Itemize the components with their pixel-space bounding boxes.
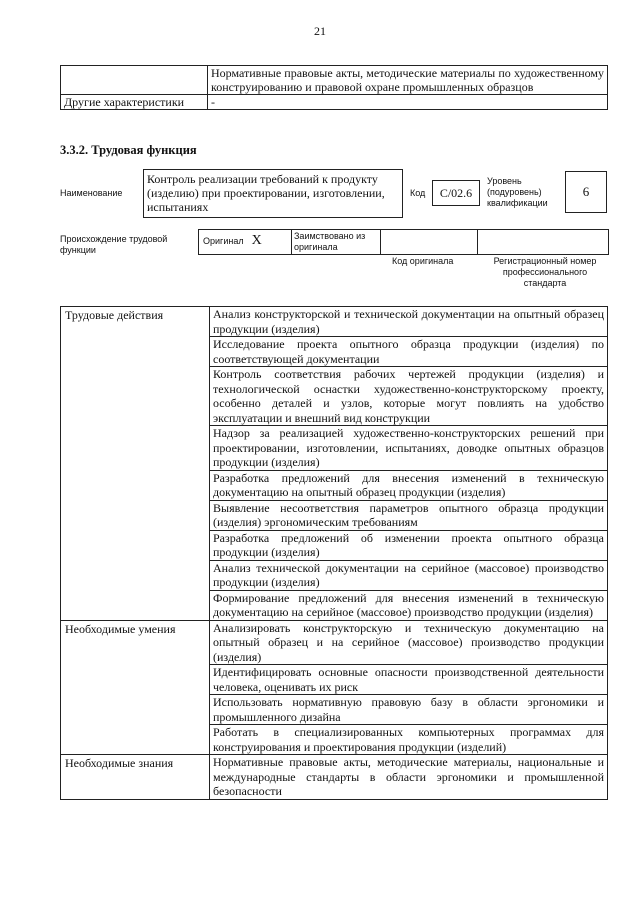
list-item: Анализировать конструкторскую и техническую документацию на опытный образец и на серийное (массовое) производство продукции (изделия) [210, 621, 607, 666]
other-characteristics-value: - [208, 95, 608, 110]
function-name: Контроль реализации требований к продукту (изделию) при проектировании, изготовлении, испытаниях [143, 169, 403, 218]
table-row [199, 230, 609, 255]
items-cell [210, 620, 608, 755]
code-original-label: Код оригинала [392, 256, 454, 266]
table-row-knowledge [61, 755, 608, 800]
borrowed-cell [292, 230, 381, 255]
level-value: 6 [565, 171, 607, 213]
table-cell: Нормативные правовые акты, методические материалы по художественному конструированию и правовой охране промышленных образцов [208, 66, 608, 95]
table-row-actions [61, 307, 608, 621]
table-row [61, 66, 608, 95]
list-item: Исследование проекта опытного образца продукции (изделия) по соответствующей документации [210, 337, 607, 367]
list-item: Разработка предложений об изменении проекта опытного образца продукции (изделия) [210, 531, 607, 561]
borrowed-label: Заимствовано из оригинала [294, 231, 366, 252]
original-mark: X [251, 233, 262, 248]
code-label: Код [410, 188, 426, 198]
table-row [61, 95, 608, 110]
original-label: Оригинал [203, 236, 244, 246]
name-label: Наименование [60, 188, 123, 198]
original-cell [199, 230, 292, 255]
list-item: Анализ конструкторской и технической документации на опытный образец продукции (изделия) [210, 307, 607, 337]
list-item: Работать в специализированных компьютерных программах для конструирования и проектирования продукции (изделий) [213, 725, 604, 754]
list-item: Контроль соответствия рабочих чертежей продукции (изделия) и технологической оснастки художественно-конструкторскому проекту, особенно деталей и узлов, которые могут повлиять на удобство эксплуатации и внешний вид конструкции [210, 367, 607, 426]
items-cell [210, 755, 608, 800]
list-item: Анализ технической документации на серийное (массовое) производство продукции (изделия) [210, 561, 607, 591]
code-value: С/02.6 [432, 180, 480, 206]
code-original-cell [381, 230, 478, 255]
list-item: Надзор за реализацией художественно-конструкторских решений при проектировании, изготовлении, испытаниях, доводке опытных образцов продукции (изделия) [210, 426, 607, 471]
category-label: Трудовые действия [61, 307, 210, 621]
table-cell-empty [61, 66, 208, 95]
level-label: Уровень (подуровень) квалификации [487, 176, 548, 208]
page-number: 21 [314, 24, 326, 38]
reg-number-cell [478, 230, 609, 255]
origin-label: Происхождение трудовой функции [60, 234, 168, 255]
reg-number-label: Регистрационный номер профессионального стандарта [493, 256, 597, 288]
table-row-skills [61, 620, 608, 755]
origin-table [198, 229, 609, 255]
list-item: Разработка предложений для внесения изменений в техническую документацию на опытный образец продукции (изделия) [210, 471, 607, 501]
list-item: Формирование предложений для внесения изменений в техническую документацию на серийное (массовое) производство продукции (изделия) [213, 590, 604, 619]
items-cell [210, 307, 608, 621]
section-title: 3.3.2. Трудовая функция [60, 143, 197, 157]
other-characteristics-label: Другие характеристики [61, 95, 208, 110]
list-item: Нормативные правовые акты, методические материалы, национальные и международные стандарты в области эргономики и промышленной безопасности [213, 755, 604, 798]
category-label: Необходимые знания [61, 755, 210, 800]
top-table [60, 65, 608, 110]
list-item: Идентифицировать основные опасности производственной деятельности человека, оценивать их риск [210, 665, 607, 695]
main-table [60, 306, 608, 800]
list-item: Выявление несоответствия параметров опытного образца продукции (изделия) эргономическим требованиям [210, 501, 607, 531]
category-label: Необходимые умения [61, 620, 210, 755]
list-item: Использовать нормативную правовую базу в области эргономики и промышленного дизайна [210, 695, 607, 725]
